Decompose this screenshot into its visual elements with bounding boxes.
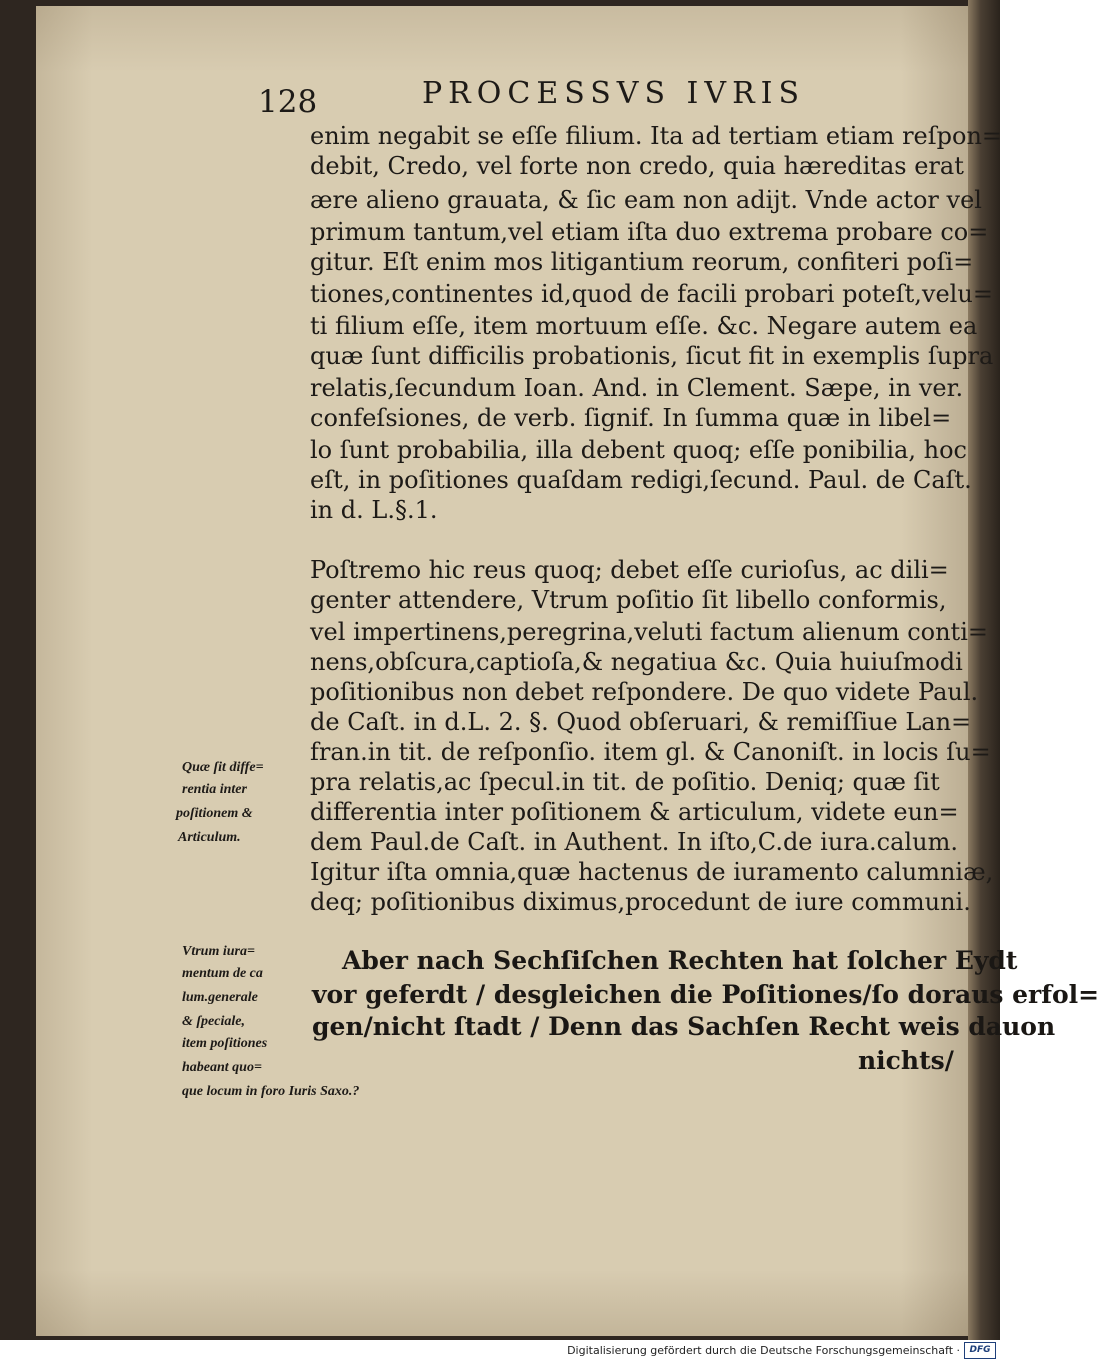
body-line: dem Paul.de Caſt. in Authent. In iſto,C.de iura.calum. — [310, 828, 958, 856]
marginal-note-line: lum.generale — [182, 990, 258, 1005]
dfg-logo-text: DFG — [969, 1345, 991, 1355]
body-line: ære alieno grauata, & ſic eam non adijt. Vnde actor vel — [310, 186, 982, 214]
body-line: genter attendere, Vtrum poſitio ſit libello conformis, — [310, 586, 947, 614]
german-line: vor geferdt / desgleichen die Poſitiones/ſo doraus erfol= — [312, 980, 1099, 1009]
body-line: lo ſunt probabilia, illa debent quoq; eſſe ponibilia, hoc — [310, 436, 967, 464]
body-line: primum tantum,vel etiam iſta duo extrema probare co= — [310, 218, 989, 246]
marginal-note-line: & ſpeciale, — [182, 1014, 245, 1029]
body-line: ti filium eſſe, item mortuum eſſe. &c. Negare autem ea — [310, 312, 978, 340]
marginal-note-line: Quæ ſit diffe= — [182, 760, 264, 775]
body-line: pra relatis,ac ſpecul.in tit. de poſitio. Deniq; quæ ſit — [310, 768, 940, 796]
german-line: Aber nach Sechſiſchen Rechten hat ſolcher Eydt — [342, 946, 1018, 975]
body-line: deq; poſitionibus diximus,procedunt de iure communi. — [310, 888, 971, 916]
dfg-logo — [964, 1342, 996, 1359]
body-line: confeſsiones, de verb. ſignif. In ſumma quæ in libel= — [310, 404, 952, 432]
body-line: differentia inter poſitionem & articulum, videte eun= — [310, 798, 959, 826]
body-line: poſitionibus non debet reſpondere. De quo videte Paul. — [310, 678, 979, 706]
body-line: nens,obſcura,captioſa,& negatiua &c. Quia huiuſmodi — [310, 648, 963, 676]
german-line: nichts/ — [858, 1046, 954, 1075]
body-line: quæ ſunt difficilis probationis, ſicut fit in exemplis ſupra — [310, 342, 994, 370]
body-line: vel impertinens,peregrina,veluti factum alienum conti= — [310, 618, 988, 646]
german-line: gen/nicht ſtadt / Denn das Sachſen Recht weis dauon — [312, 1012, 1056, 1041]
body-line: relatis,ſecundum Ioan. And. in Clement. Sæpe, in ver. — [310, 374, 964, 402]
marginal-note-line: habeant quo= — [182, 1060, 262, 1075]
body-line: debit, Credo, vel forte non credo, quia hæreditas erat — [310, 152, 964, 180]
running-head: PROCESSVS IVRIS — [422, 76, 806, 111]
body-line: Igitur iſta omnia,quæ hactenus de iuramento calumniæ, — [310, 858, 994, 886]
marginal-note-line: rentia inter — [182, 782, 247, 797]
body-line: Poſtremo hic reus quoq; debet eſſe curioſus, ac dili= — [310, 556, 949, 584]
body-line: gitur. Eſt enim mos litigantium reorum, confiteri poſi= — [310, 248, 974, 276]
body-line: de Caſt. in d.L. 2. §. Quod obſeruari, & remiſſiue Lan= — [310, 708, 972, 736]
marginal-note-line: poſitionem & — [176, 806, 253, 821]
marginal-note-line: mentum de ca — [182, 966, 263, 981]
body-line: fran.in tit. de reſponſio. item gl. & Canoniſt. in locis ſu= — [310, 738, 991, 766]
body-line: eſt, in poſitiones quaſdam redigi,ſecund. Paul. de Caſt. — [310, 466, 972, 494]
digitization-credit: Digitalisierung gefördert durch die Deutsche Forschungsgemeinschaft · — [567, 1344, 960, 1357]
body-line: in d. L.§.1. — [310, 496, 438, 524]
marginal-note-line: item poſitiones — [182, 1036, 268, 1051]
body-line: tiones,continentes id,quod de facili probari poteſt,velu= — [310, 280, 993, 308]
marginal-note-line: que locum in foro Iuris Saxo.? — [182, 1084, 360, 1099]
marginal-note-line: Vtrum iura= — [182, 944, 255, 959]
page-number: 128 — [258, 84, 318, 120]
marginal-note-line: Articulum. — [178, 830, 241, 845]
body-line: enim negabit se eſſe filium. Ita ad tertiam etiam reſpon= — [310, 122, 1003, 150]
